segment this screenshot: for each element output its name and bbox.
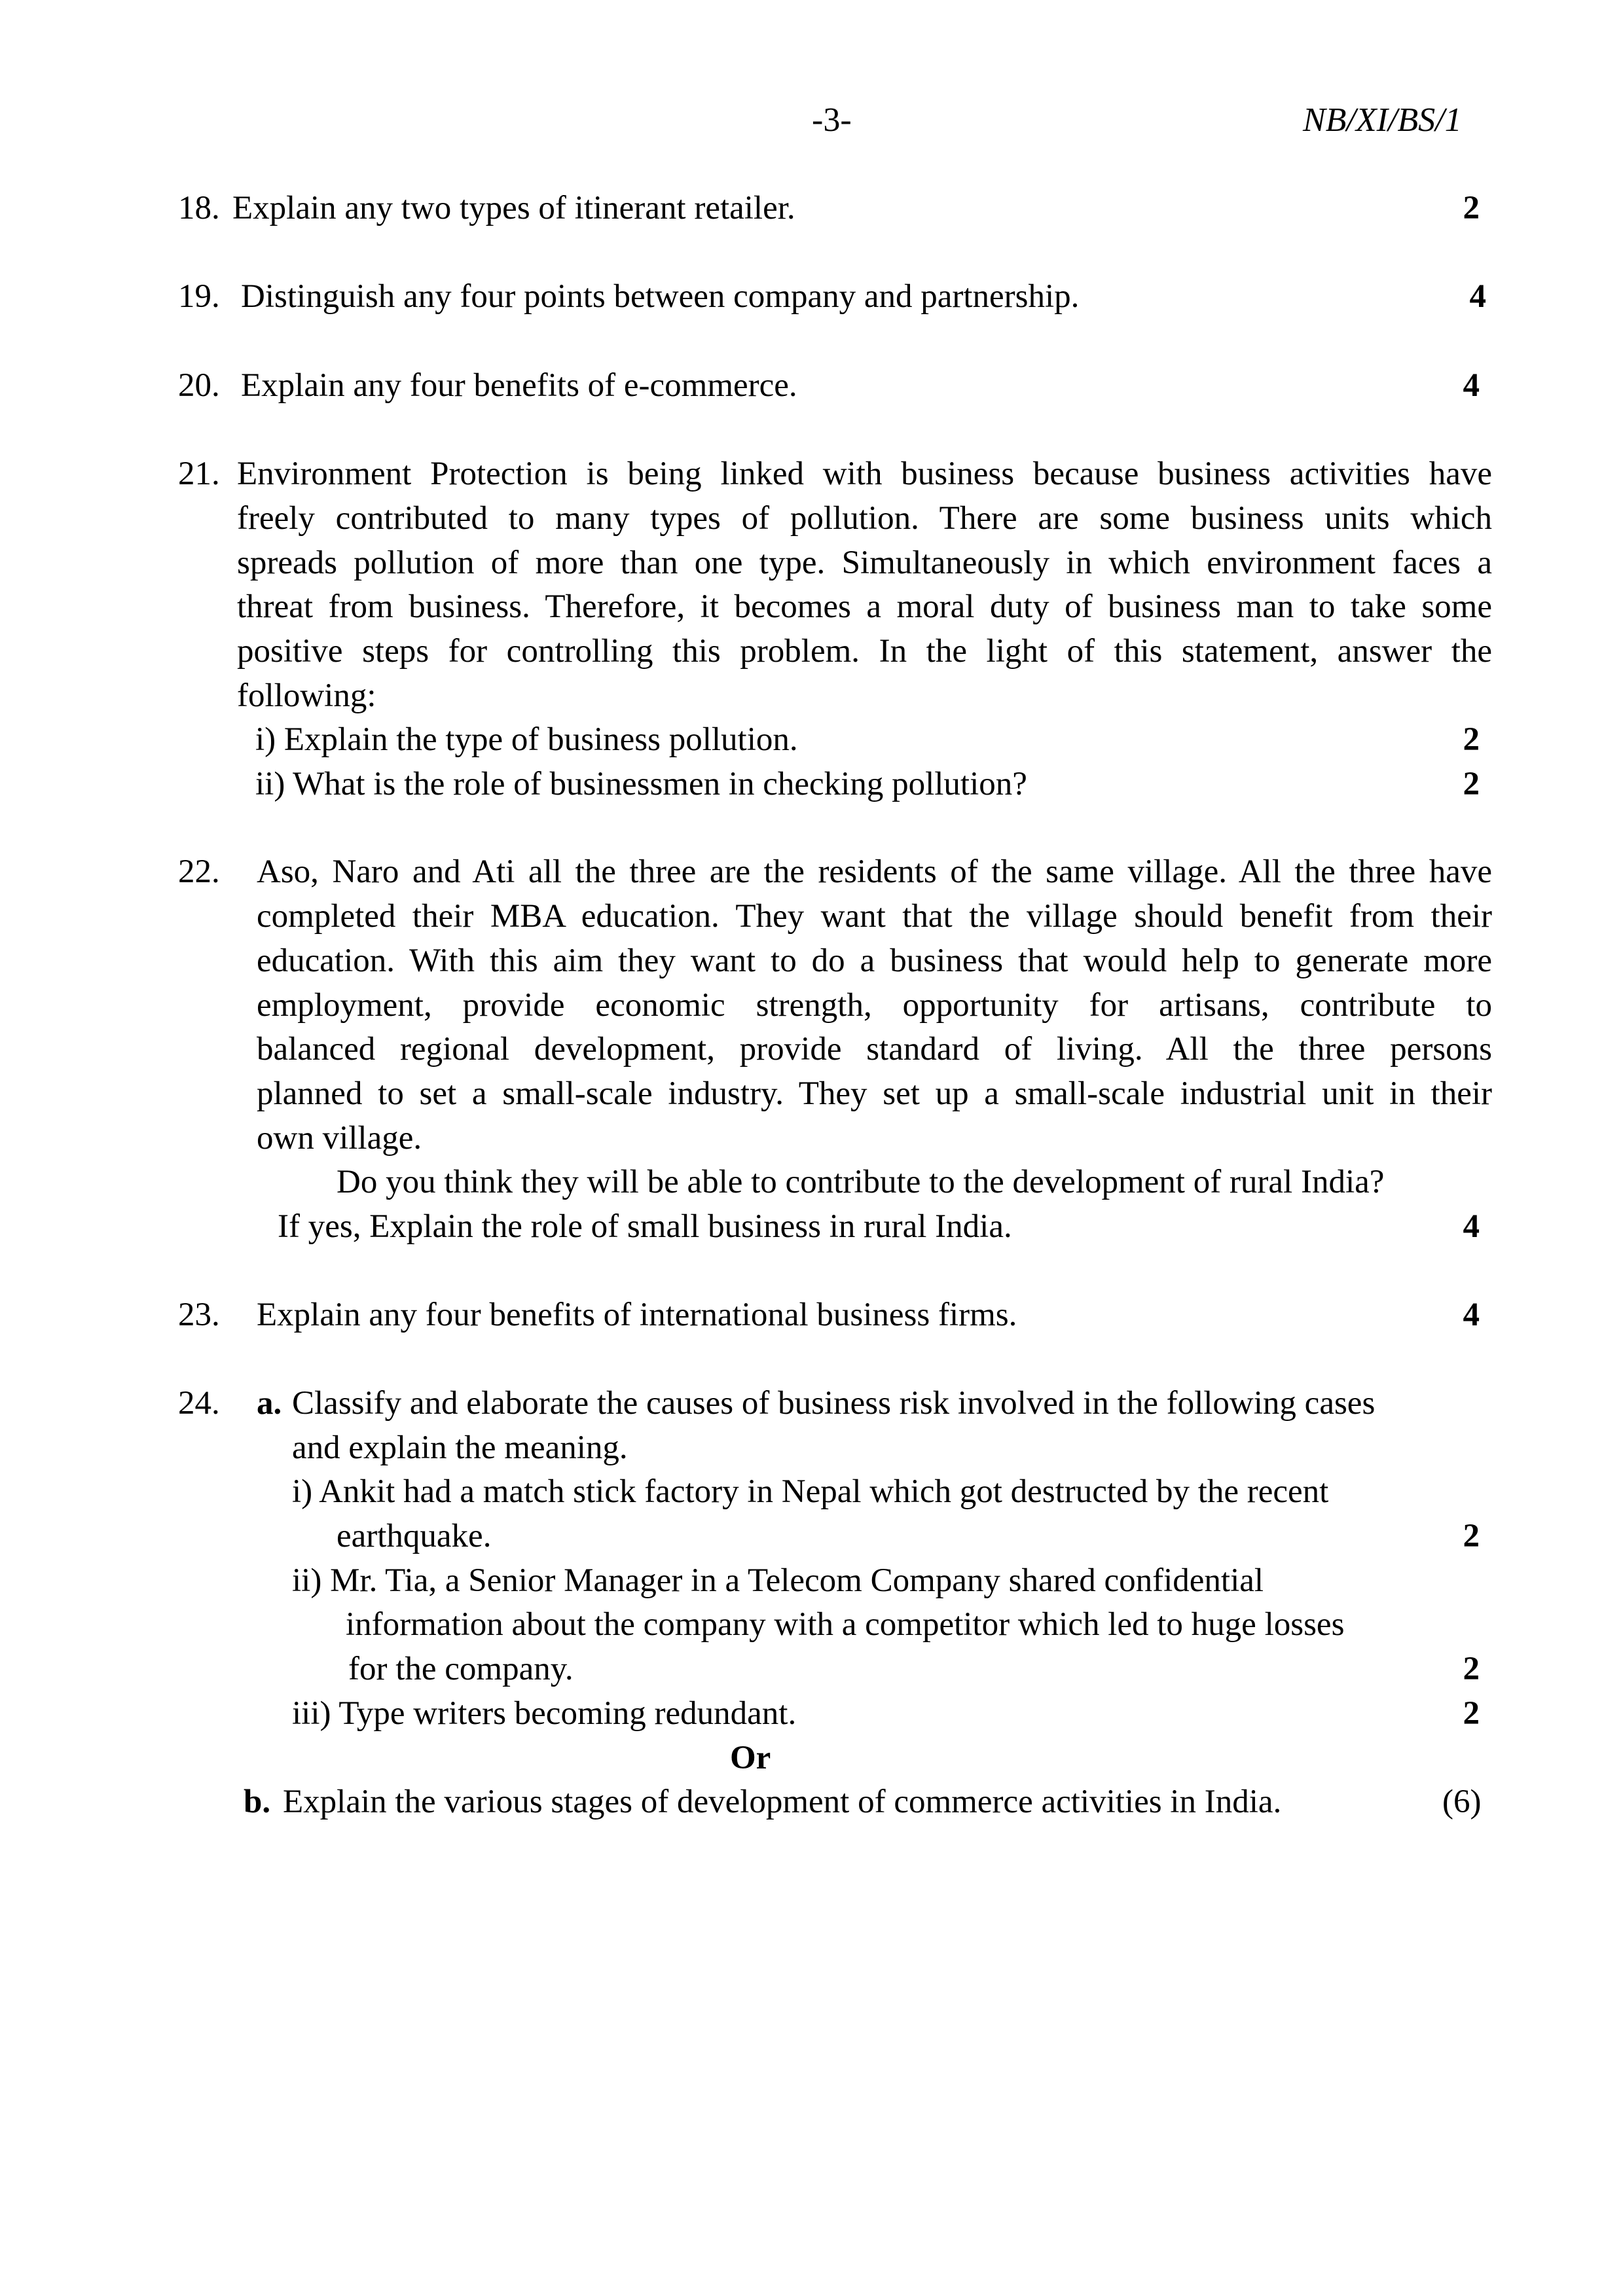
passage-line: following: xyxy=(237,677,376,714)
marks: 2 xyxy=(1463,1695,1480,1732)
passage-line: planned to set a small-scale industry. They set up a small-scale industrial unit in their xyxy=(257,1075,1492,1112)
marks: 4 xyxy=(1469,278,1486,315)
case-line: for the company. xyxy=(348,1651,574,1687)
question-line: Do you think they will be able to contribute to the development of rural India? xyxy=(337,1164,1385,1200)
question-number: 22. xyxy=(178,853,220,890)
passage-line: Environment Protection is being linked with business because business activities have xyxy=(237,456,1492,492)
marks: 2 xyxy=(1463,1651,1480,1687)
part-a-text: Classify and elaborate the causes of business risk involved in the following cases xyxy=(292,1385,1376,1422)
part-b-text: Explain the various stages of development of commerce activities in India. xyxy=(283,1784,1282,1820)
passage-line: positive steps for controlling this problem. In the light of this statement, answer the xyxy=(237,633,1492,670)
case-line: information about the company with a competitor which led to huge losses xyxy=(346,1606,1345,1643)
page-number: -3- xyxy=(812,101,852,139)
marks: 4 xyxy=(1463,1208,1480,1245)
case-line: ii) Mr. Tia, a Senior Manager in a Telecom Company shared confidential xyxy=(292,1562,1264,1599)
question-text: Explain any four benefits of international business firms. xyxy=(257,1297,1017,1333)
passage-line: balanced regional development, provide standard of living. All the three persons xyxy=(257,1031,1492,1067)
passage-line: threat from business. Therefore, it becomes a moral duty of business man to take some xyxy=(237,588,1492,625)
part-a-label: a. xyxy=(257,1385,282,1422)
passage-line: freely contributed to many types of pollution. There are some business units which xyxy=(237,500,1492,537)
part-a-text: and explain the meaning. xyxy=(292,1429,628,1466)
passage-line: completed their MBA education. They want that the village should benefit from their xyxy=(257,898,1492,935)
passage-line: education. With this aim they want to do a business that would help to generate more xyxy=(257,942,1492,979)
case-line: i) Ankit had a match stick factory in Nepal which got destructed by the recent xyxy=(292,1473,1329,1510)
question-number: 24. xyxy=(178,1385,220,1422)
marks: 4 xyxy=(1463,367,1480,404)
passage-line: spreads pollution of more than one type. Simultaneously in which environment faces a xyxy=(237,545,1492,581)
question-number: 20. xyxy=(178,367,220,404)
question-number: 19. xyxy=(178,278,220,315)
passage-line: Aso, Naro and Ati all the three are the residents of the same village. All the three have xyxy=(257,853,1492,890)
marks: 4 xyxy=(1463,1297,1480,1333)
passage-line: own village. xyxy=(257,1120,422,1157)
marks: 2 xyxy=(1463,190,1480,226)
passage-line: employment, provide economic strength, opportunity for artisans, contribute to xyxy=(257,987,1492,1024)
question-number: 21. xyxy=(178,456,220,492)
question-text: Explain any two types of itinerant retailer. xyxy=(232,190,795,226)
question-line: If yes, Explain the role of small business in rural India. xyxy=(278,1208,1012,1245)
or-separator: Or xyxy=(730,1740,771,1776)
case-line: earthquake. xyxy=(337,1518,492,1554)
case-line: iii) Type writers becoming redundant. xyxy=(292,1695,797,1732)
paper-code: NB/XI/BS/1 xyxy=(1303,101,1462,139)
question-number: 23. xyxy=(178,1297,220,1333)
part-b-label: b. xyxy=(244,1784,271,1820)
marks: 2 xyxy=(1463,721,1480,758)
subpart-text: ii) What is the role of businessmen in checking pollution? xyxy=(255,766,1027,802)
question-number: 18. xyxy=(178,190,220,226)
marks: 2 xyxy=(1463,766,1480,802)
question-text: Explain any four benefits of e-commerce. xyxy=(241,367,797,404)
question-text: Distinguish any four points between company and partnership. xyxy=(241,278,1080,315)
part-b-marks: (6) xyxy=(1442,1784,1482,1820)
marks: 2 xyxy=(1463,1518,1480,1554)
subpart-text: i) Explain the type of business pollution. xyxy=(255,721,798,758)
